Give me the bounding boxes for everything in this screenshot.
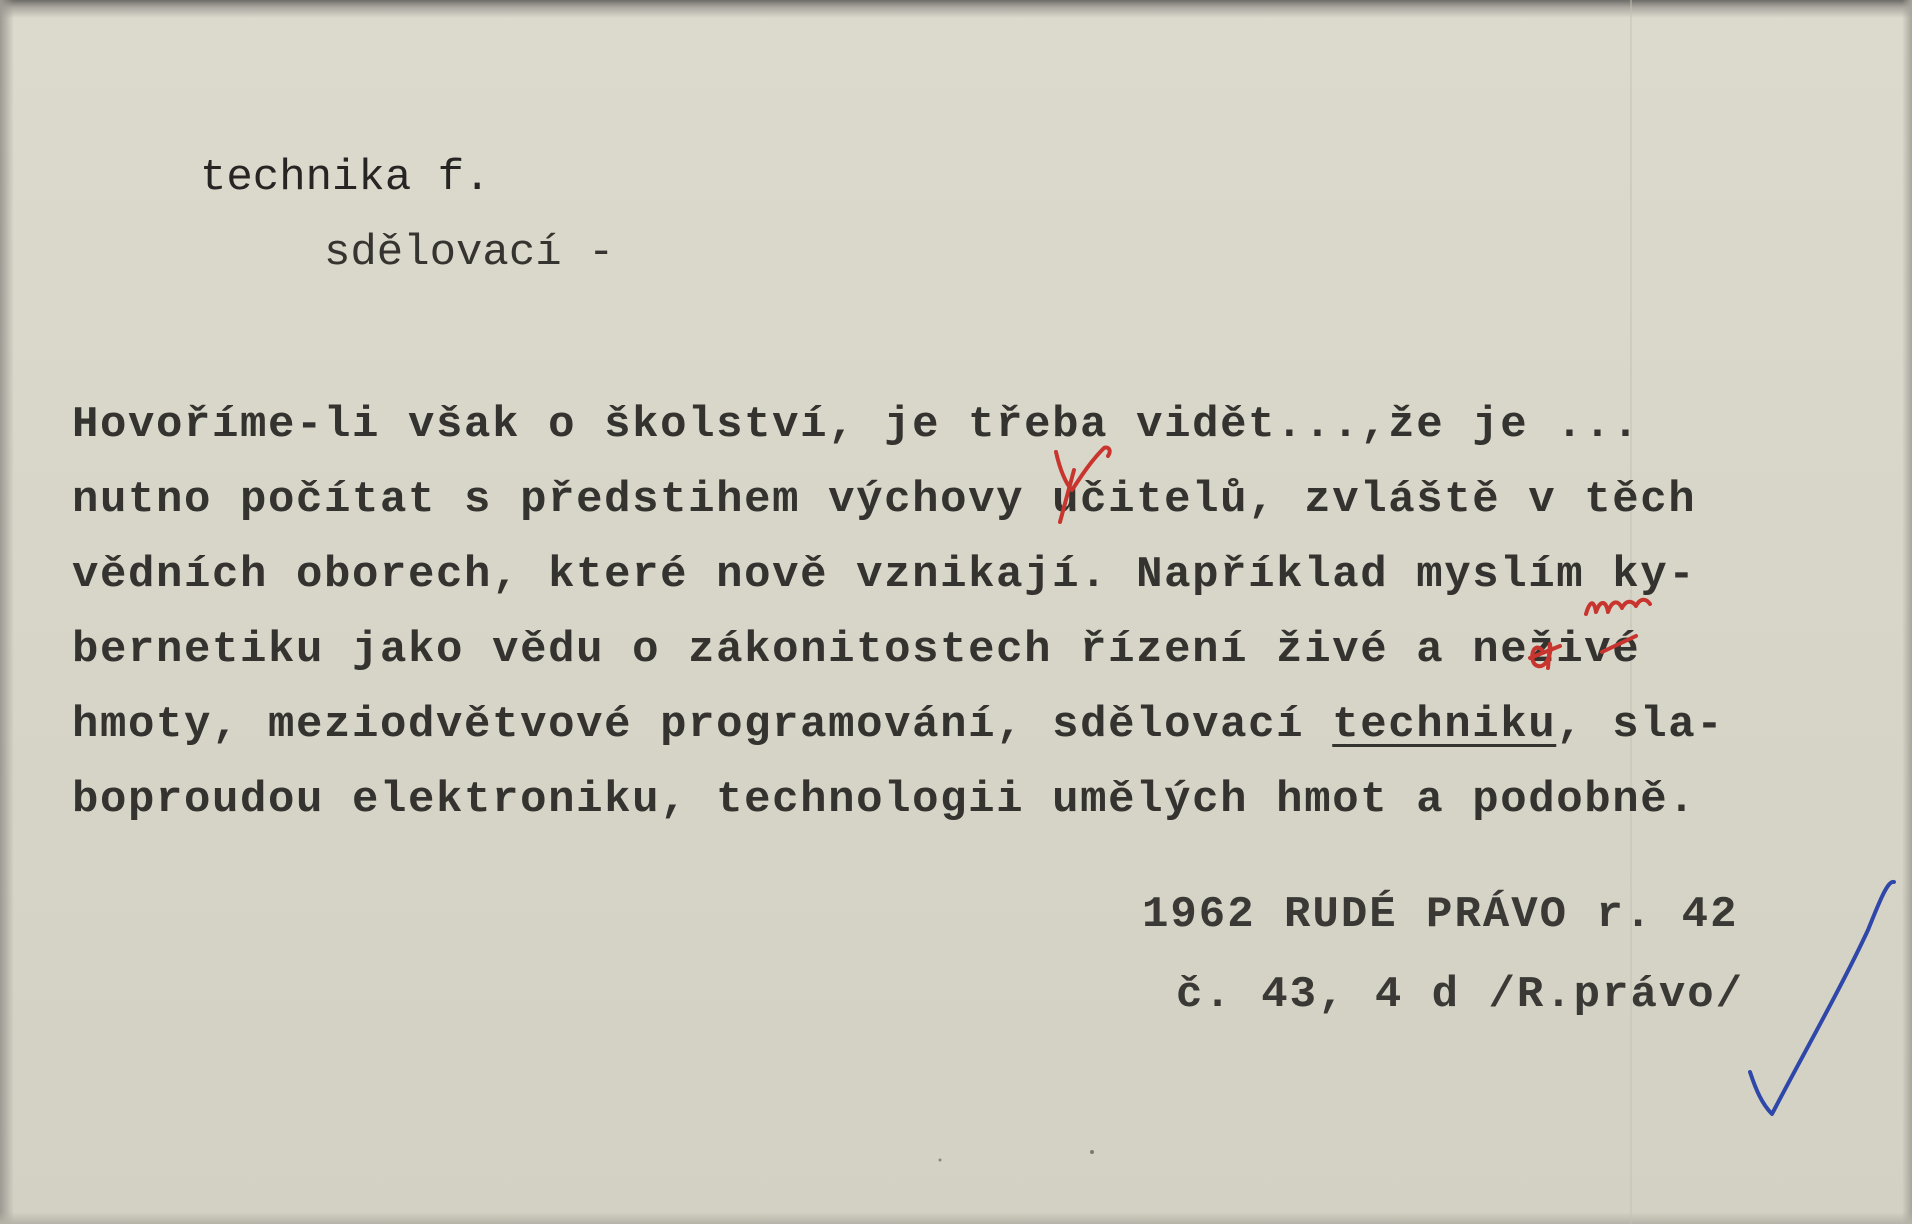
quote-text: , sla- (1556, 700, 1725, 750)
quote-text: vědních oborech, které nově vznikají. Například myslím ky- (72, 550, 1697, 600)
paper-speck (1090, 1150, 1094, 1154)
card-top-edge (0, 0, 1912, 18)
card-bottom-edge (0, 1212, 1912, 1224)
blue-check-mark (1750, 882, 1894, 1114)
quote-line (72, 688, 1892, 763)
quote-line (72, 538, 1892, 613)
card-right-edge (1902, 0, 1912, 1224)
quote-text: hmoty, meziodvětvové programování, sdělovací (72, 700, 1333, 750)
headword: technika f. (200, 153, 491, 203)
paper-speck (939, 1159, 942, 1162)
quote-line (72, 763, 1892, 838)
quote-text: bernetiku jako vědu o zákonitostech řízení živé a neživé (72, 625, 1641, 675)
quote-excerpt (72, 388, 1892, 838)
subentry: sdělovací - (324, 228, 615, 278)
source-citation-line-1: 1962 RUDÉ PRÁVO r. 42 (1142, 890, 1739, 940)
quote-line (72, 613, 1892, 688)
quote-line (72, 463, 1892, 538)
quote-text: Hovoříme-li však o školství, je třeba vidět...,že je ... (72, 400, 1641, 450)
quote-line (72, 388, 1892, 463)
source-citation-line-2: č. 43, 4 d /R.právo/ (1176, 970, 1745, 1020)
underlined-keyword: techniku (1332, 700, 1557, 750)
quote-text: boproudou elektroniku, technologii umělých hmot a podobně. (72, 775, 1697, 825)
card-left-edge (0, 0, 14, 1224)
quote-text: nutno počítat s předstihem výchovy učitelů, zvláště v těch (72, 475, 1697, 525)
